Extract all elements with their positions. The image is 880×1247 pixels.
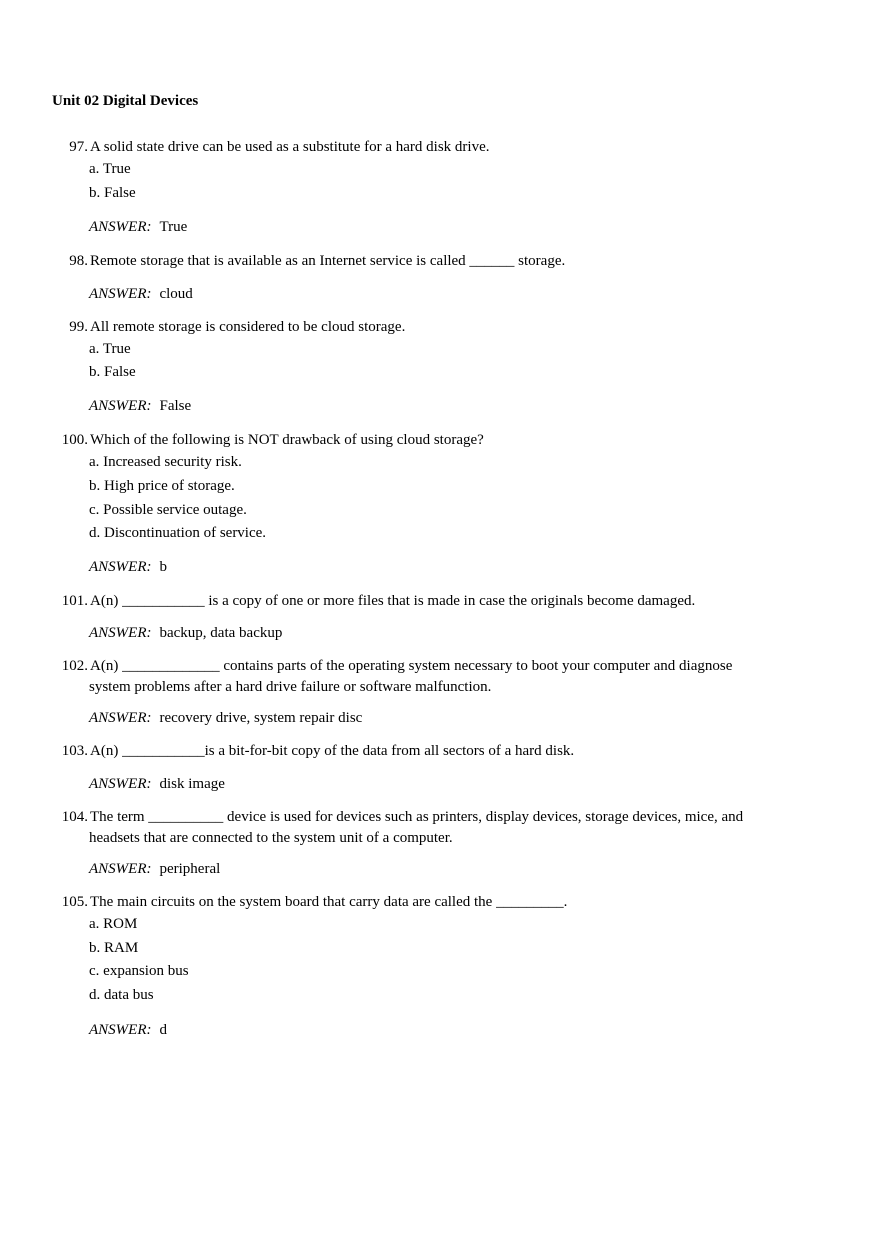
answer-key [89,623,282,644]
answer-value: peripheral [159,861,221,877]
question-text: A(n) ___________ is a copy of one or more files that is made in case the originals become damaged. [90,593,696,609]
answer-value: d [159,1022,167,1038]
question-text: A solid state drive can be used as a substitute for a hard disk drive. [90,139,490,155]
answer-option: c. Possible service outage. [89,502,247,518]
question-number: 97. [69,139,88,155]
answer-label: ANSWER: [89,219,152,235]
page-title: Unit 02 Digital Devices [52,93,199,109]
answer-label: ANSWER: [89,398,152,414]
answer-key [89,774,225,795]
answer-option: d. data bus [89,987,154,1003]
answer-key [89,284,193,305]
question-text: A(n) ___________is a bit-for-bit copy of the data from all sectors of a hard disk. [90,743,575,759]
answer-option: b. High price of storage. [89,478,235,494]
answer-option: a. True [89,161,131,177]
answer-label: ANSWER: [89,861,152,877]
question-number: 98. [69,253,88,269]
answer-option: b. False [89,185,136,201]
answer-option: a. ROM [89,916,138,932]
answer-value: cloud [159,286,193,302]
answer-option: d. Discontinuation of service. [89,525,267,541]
answer-option: a. True [89,341,131,357]
answer-value: backup, data backup [159,625,283,641]
answer-label: ANSWER: [89,776,152,792]
answer-label: ANSWER: [89,625,152,641]
answer-key [89,217,187,238]
question-text-continued: system problems after a hard drive failure or software malfunction. [89,679,492,695]
question-text: The term __________ device is used for devices such as printers, display devices, storage devices, mice, and [90,809,744,825]
question-text: Remote storage that is available as an Internet service is called ______ storage. [90,253,566,269]
answer-value: b [159,559,167,575]
answer-key [89,859,220,880]
question-number: 102. [61,658,88,674]
question-number: 104. [61,809,88,825]
answer-option: b. False [89,364,136,380]
question-text: A(n) _____________ contains parts of the operating system necessary to boot your computer and diagnose [90,658,733,674]
question-text: Which of the following is NOT drawback of using cloud storage? [90,432,484,448]
question-text: The main circuits on the system board that carry data are called the _________. [90,894,568,910]
answer-label: ANSWER: [89,1022,152,1038]
question-text-continued: headsets that are connected to the system unit of a computer. [89,830,453,846]
answer-value: recovery drive, system repair disc [159,710,363,726]
question-text: All remote storage is considered to be cloud storage. [90,319,406,335]
answer-option: b. RAM [89,940,139,956]
answer-option: a. Increased security risk. [89,454,242,470]
answer-value: False [159,398,192,414]
answer-key [89,396,191,417]
answer-option: c. expansion bus [89,963,189,979]
answer-key [89,708,362,729]
question-number: 103. [61,743,88,759]
question-number: 100. [61,432,88,448]
answer-label: ANSWER: [89,559,152,575]
answer-value: disk image [159,776,225,792]
answer-label: ANSWER: [89,286,152,302]
question-number: 99. [69,319,88,335]
answer-key [89,557,167,578]
answer-key [89,1020,167,1041]
question-number: 105. [61,894,88,910]
question-number: 101. [61,593,88,609]
answer-label: ANSWER: [89,710,152,726]
answer-value: True [159,219,188,235]
